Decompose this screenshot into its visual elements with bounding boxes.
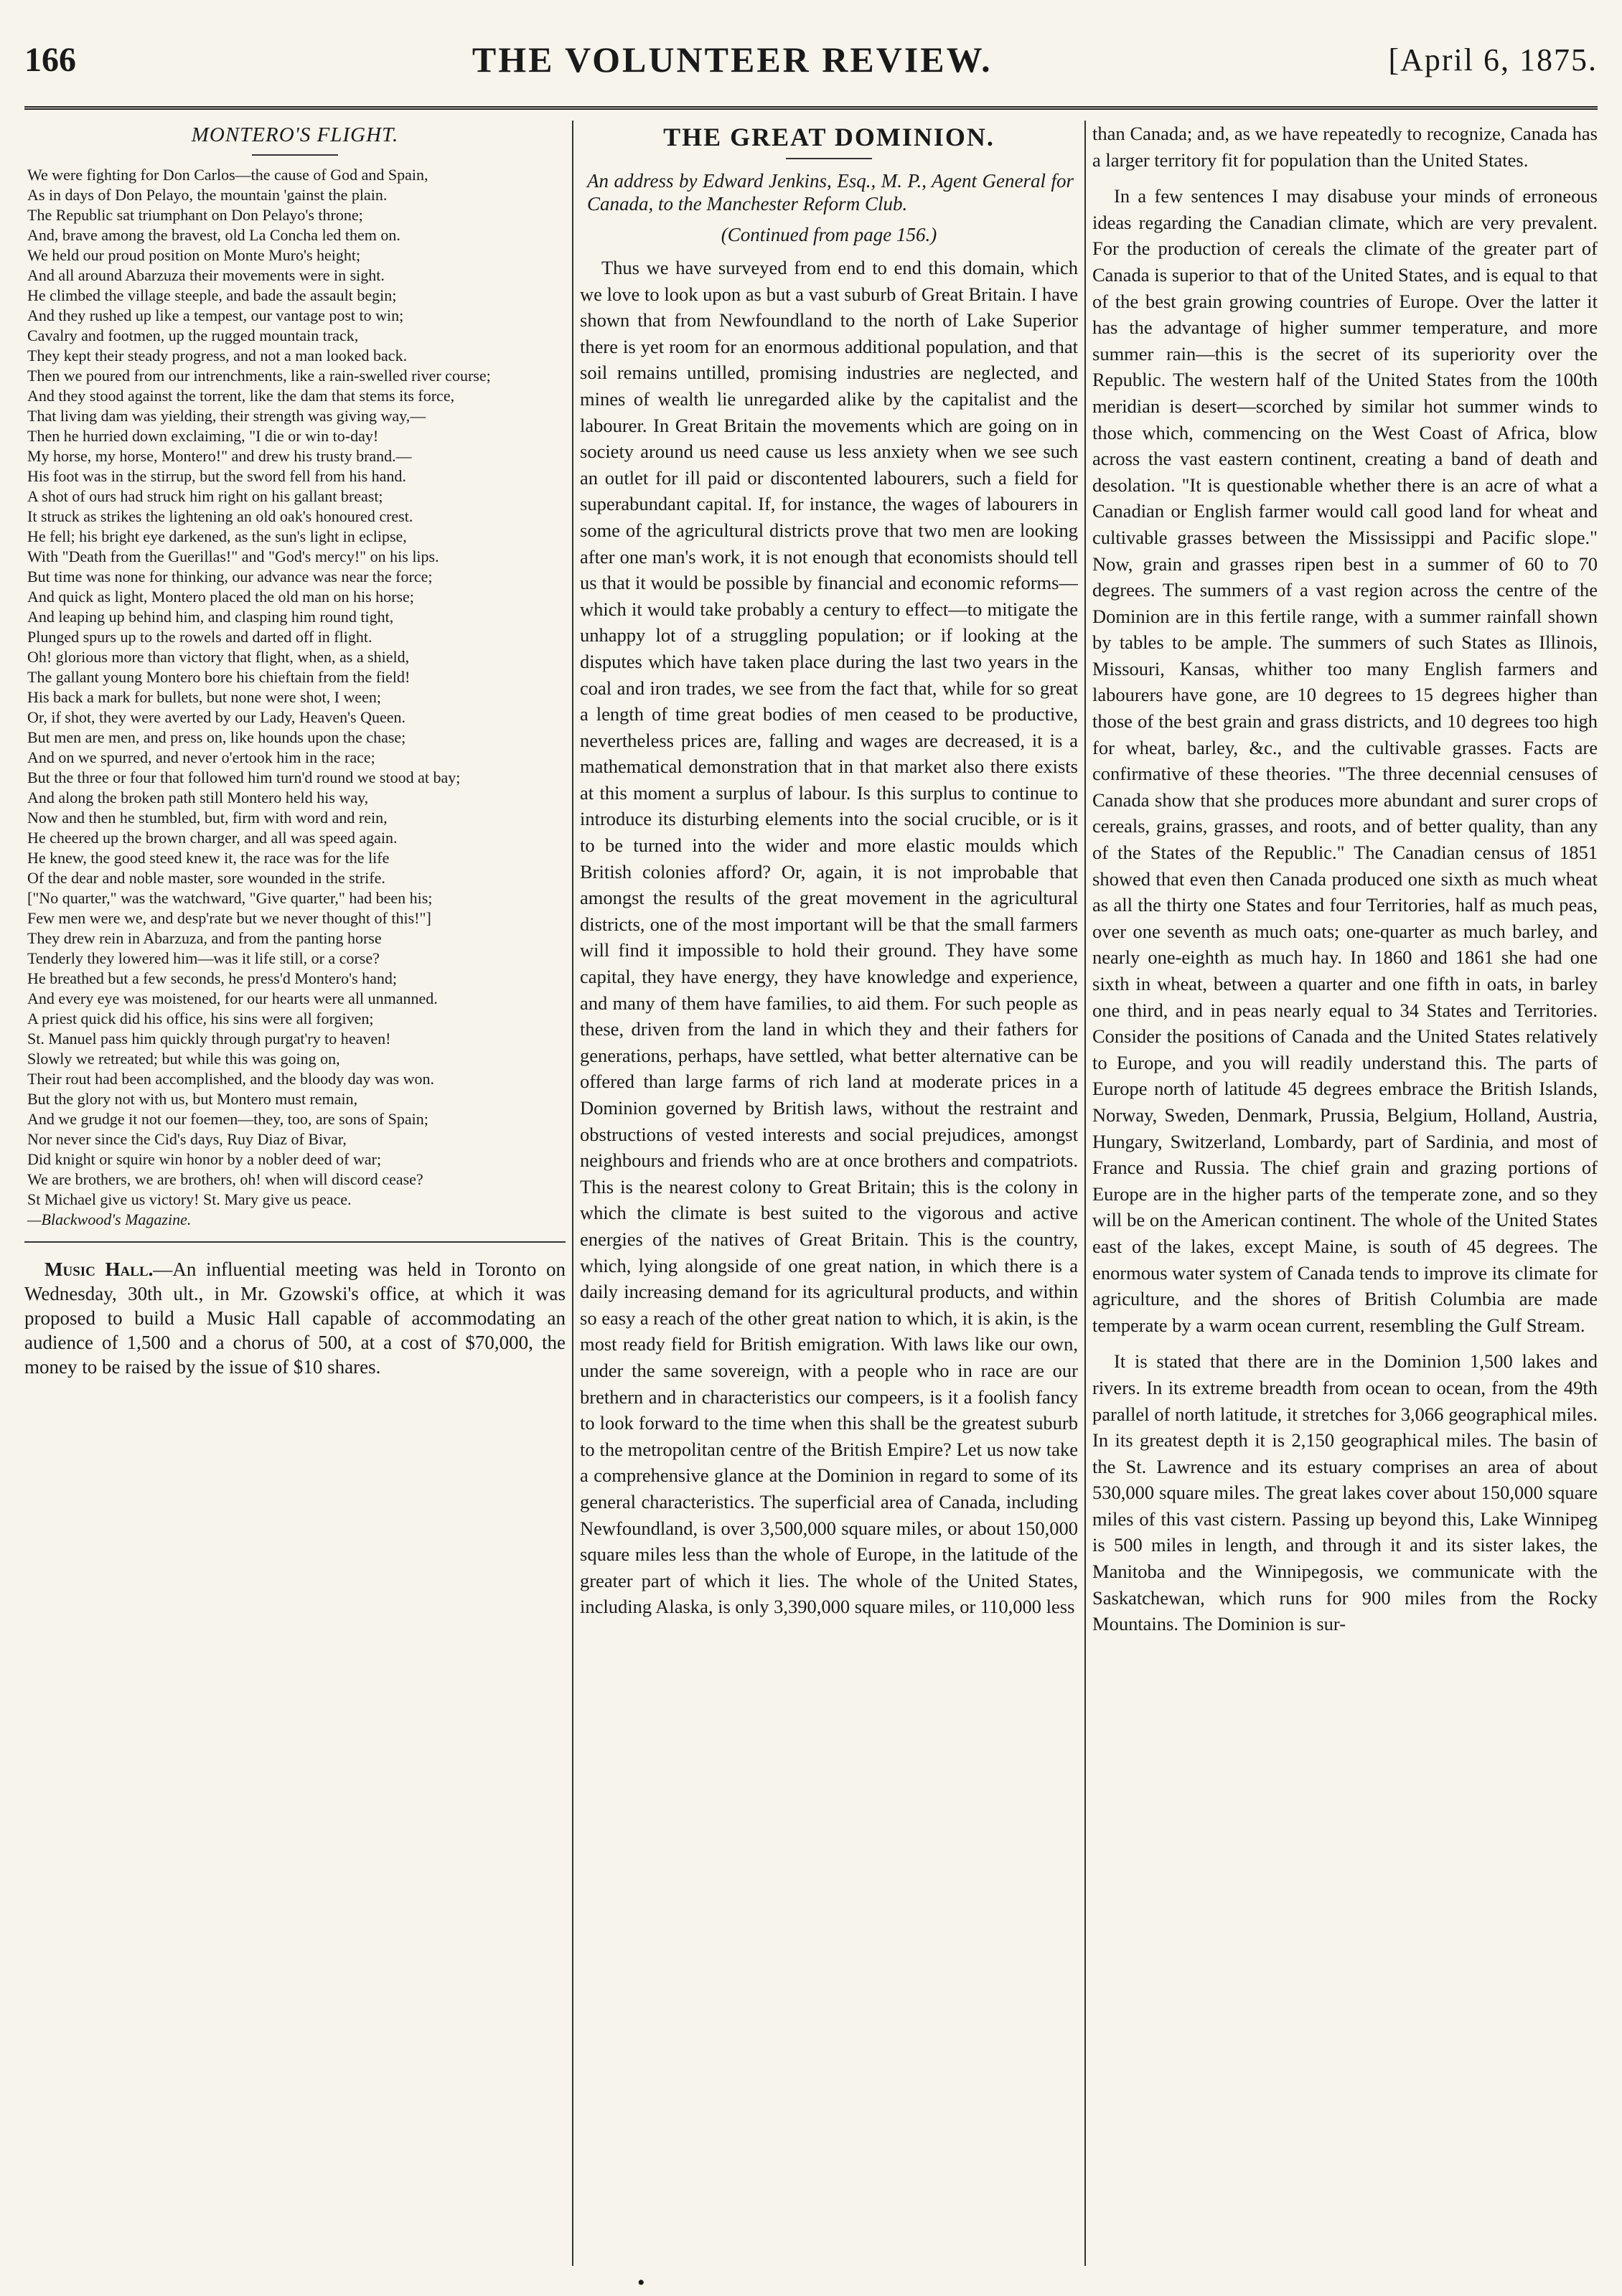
poem-line: Their rout had been accomplished, and the bloody day was won. bbox=[27, 1070, 434, 1088]
poem-line: Then he hurried down exclaiming, "I die or win to-day! bbox=[27, 427, 379, 445]
poem-line: Nor never since the Cid's days, Ruy Diaz of Bivar, bbox=[27, 1130, 347, 1148]
poem-line: That living dam was yielding, their strength was giving way,— bbox=[27, 407, 426, 425]
poem-line: They kept their steady progress, and not a man looked back. bbox=[27, 347, 408, 364]
article-body-2 bbox=[1092, 121, 1598, 1637]
poem-line: He climbed the village steeple, and bade the assault begin; bbox=[27, 286, 397, 304]
poem-line: Few men were we, and desp'rate but we never thought of this!"] bbox=[27, 909, 431, 927]
poem-line: St Michael give us victory! St. Mary give us peace. bbox=[27, 1190, 352, 1208]
music-hall-notice bbox=[24, 1257, 566, 1379]
poem-line: And on we spurred, and never o'ertook him in the race; bbox=[27, 748, 375, 766]
poem-line: But time was none for thinking, our advance was near the force; bbox=[27, 568, 433, 585]
column-rule bbox=[1084, 121, 1086, 2266]
poem-line: They drew rein in Abarzuza, and from the panting horse bbox=[27, 929, 382, 947]
notice-lead: Music Hall. bbox=[44, 1258, 154, 1280]
article-subtitle: An address by Edward Jenkins, Esq., M. P., Agent General for Canada, to the Manchester Reform Club. bbox=[587, 170, 1074, 215]
column-article-1 bbox=[580, 121, 1078, 2266]
poem-line: We held our proud position on Monte Muro's height; bbox=[27, 246, 361, 264]
poem-line: With "Death from the Guerillas!" and "God's mercy!" on his lips. bbox=[27, 547, 439, 565]
page-number: 166 bbox=[24, 40, 76, 79]
poem-line: And we grudge it not our foemen—they, too, are sons of Spain; bbox=[27, 1110, 428, 1128]
column-article-2 bbox=[1092, 121, 1598, 2266]
poem-line: Then we poured from our intrenchments, like a rain-swelled river course; bbox=[27, 367, 491, 385]
article-paragraph: than Canada; and, as we have repeatedly to recognize, Canada has a larger territory fit for population than the United States. bbox=[1092, 123, 1598, 171]
poem-line: And along the broken path still Montero held his way, bbox=[27, 789, 369, 806]
notice-text: —An influential meeting was held in Toronto on Wednesday, 30th ult., in Mr. Gzowski's office, at which it was proposed to build a Music Hall capable of accommodating an audience of 1,500 and a chorus of 500, at a cost of $70,000, the money to be raised by the issue of $10 shares. bbox=[24, 1258, 566, 1378]
page-header bbox=[24, 13, 1598, 110]
paragraph-gap bbox=[1092, 1338, 1598, 1348]
poem-title: MONTERO'S FLIGHT. bbox=[191, 123, 399, 146]
poem-line: Slowly we retreated; but while this was going on, bbox=[27, 1050, 340, 1068]
poem-line: And every eye was moistened, for our hearts were all unmanned. bbox=[27, 989, 438, 1007]
article-paragraph: Thus we have surveyed from end to end this domain, which we love to look upon as but a vast suburb of Great Britain. I have shown that from Newfoundland to the north of Lake Superior there is yet room for an enormous additional population, and that soil remains untilled, promising industries are neglected, and mines of wealth lie unregarded alike by the capitalist and the labourer. In Great Britain the movements which are going on in society around us need cause us less anxiety when we see such an outlet for ill paid or discontented labourers, such a field for superabundant capital. If, for instance, the wages of labourers in some of the agricultural districts prove that two men are looking after one man's work, it is not enough that economists should tell us that it would be possible by financial and economic reforms—which it would take probably a century to effect—to mitigate the unhappy lot of a struggling population; or if looking at the disputes which have taken place during the last two years in the coal and iron trades, we see from the fact that, while for so great a length of time great bodies of men ceased to be productive, nevertheless prices are, falling and wages are decreased, it is a mathematical demonstration that in that market also there exists at this moment a surplus of labour. Is this surplus to continue to introduce its disturbing elements into the social crucible, or is it to be turned into the wider and more elastic moulds which British colonies afford? Or, again, it is not improbable that amongst the results of the great movement in the agricultural districts, one of the most important will be that the small farmers will find it impossible to hold their ground. They have some capital, they have energy, they have knowledge and experience, and many of them have families, to aid them. For such people as these, driven from the land in which they and their fathers for generations, perhaps, have settled, what better alternative can be offered than large farms of rich land at moderate prices in a Dominion governed by British laws, without the restraint and obstructions of vested interests and social prejudices, amongst neighbours and friends who are at once brothers and compatriots. This is the nearest colony to Great Britain; this is the colony in which the climate is best suited to the vigorous and active energies of the natives of Great Britain. This is the country, which, lying alongside of one great nation, in which there is a daily increasing demand for its agricultural products, and within so easy a reach of the other great nation to which, it is akin, is the most ready field for British emigration. With laws like our own, under the same sovereign, with a people who in race are our brethern and in characteristics our compeers, is it a foolish fancy to look forward to the time when this shall be the greatest suburb to the metropolitan centre of the British Empire? Let us now take a comprehensive glance at the Dominion in regard to some of its general characteristics. The superficial area of Canada, including Newfoundland, is over 3,500,000 square miles, or about 150,000 square miles less than the whole of Europe, in the latitude of the greater part of which it lies. The whole of the United States, including Alaska, is only 3,390,000 square miles, or 110,000 less bbox=[580, 257, 1078, 1618]
article-body-1 bbox=[580, 255, 1078, 1620]
poem-line: A priest quick did his office, his sins were all forgiven; bbox=[27, 1010, 374, 1027]
poem-line: St. Manuel pass him quickly through purgat'ry to heaven! bbox=[27, 1030, 391, 1048]
poem-line: Plunged spurs up to the rowels and darted off in flight. bbox=[27, 628, 372, 646]
title-rule bbox=[252, 154, 338, 156]
poem-line: Or, if shot, they were averted by our Lady, Heaven's Queen. bbox=[27, 708, 406, 726]
poem-line: Cavalry and footmen, up the rugged mountain track, bbox=[27, 326, 359, 344]
poem-line: It struck as strikes the lightening an old oak's honoured crest. bbox=[27, 507, 413, 525]
poem-line: The Republic sat triumphant on Don Pelayo's throne; bbox=[27, 206, 363, 224]
poem-line: And they rushed up like a tempest, our vantage post to win; bbox=[27, 306, 404, 324]
poem-attribution: —Blackwood's Magazine. bbox=[27, 1210, 192, 1228]
article-title: THE GREAT DOMINION. bbox=[663, 123, 995, 151]
poem-line: ["No quarter," was the watchward, "Give quarter," had been his; bbox=[27, 889, 433, 907]
article-paragraph: It is stated that there are in the Dominion 1,500 lakes and rivers. In its extreme breadth from ocean to ocean, from the 49th parallel of north latitude, it stretches for 3,066 geographical miles. In its greatest depth it is 2,150 geographical miles. The basin of the St. Lawrence and its estuary comprises an area of about 530,000 square miles. The great lakes cover about 150,000 square miles of this vast cistern. Passing up beyond this, Lake Winnipeg is 500 miles in length, and through it and its sister lakes, the Manitoba and the Winnipegosis, we communicate with the Saskatchewan, which runs for 900 miles from the Rocky Mountains. The Dominion is sur- bbox=[1092, 1350, 1598, 1635]
poem-line: He breathed but a few seconds, he press'd Montero's hand; bbox=[27, 969, 398, 987]
poem-line: And leaping up behind him, and clasping him round tight, bbox=[27, 608, 394, 626]
poem-line: A shot of ours had struck him right on his gallant breast; bbox=[27, 487, 383, 505]
poem-line: As in days of Don Pelayo, the mountain 'gainst the plain. bbox=[27, 186, 388, 204]
poem-line: We are brothers, we are brothers, oh! when will discord cease? bbox=[27, 1170, 423, 1188]
poem-line: And all around Abarzuza their movements were in sight. bbox=[27, 266, 385, 284]
print-mark: • bbox=[637, 2271, 645, 2295]
issue-date: [April 6, 1875. bbox=[1388, 42, 1598, 77]
poem-line: The gallant young Montero bore his chieftain from the field! bbox=[27, 668, 411, 686]
column-poem bbox=[24, 121, 566, 2266]
poem-line: Now and then he stumbled, but, firm with word and rein, bbox=[27, 809, 388, 827]
poem-line: Tenderly they lowered him—was it life still, or a corse? bbox=[27, 949, 380, 967]
poem-line: He knew, the good steed knew it, the race was for the life bbox=[27, 849, 390, 867]
poem-line: But men are men, and press on, like hounds upon the chase; bbox=[27, 728, 406, 746]
poem-line: He cheered up the brown charger, and all was speed again. bbox=[27, 829, 398, 847]
poem-line: But the three or four that followed him turn'd round we stood at bay; bbox=[27, 768, 461, 786]
publication-title: THE VOLUNTEER REVIEW. bbox=[472, 39, 993, 80]
paragraph-gap bbox=[1092, 173, 1598, 183]
poem-line: Oh! glorious more than victory that flight, when, as a shield, bbox=[27, 648, 410, 666]
poem-line: Of the dear and noble master, sore wounded in the strife. bbox=[27, 869, 385, 887]
poem-line: We were fighting for Don Carlos—the cause of God and Spain, bbox=[27, 166, 428, 184]
article-paragraph: In a few sentences I may disabuse your minds of erroneous ideas regarding the Canadian climate, which are very prevalent. For the production of cereals the climate of the greater part of Canada is superior to that of the United States, and is equal to that of the best grain growing countries of Europe. Over the latter it has the advantage of higher summer temperature, and more summer rain—this is the secret of its superiority over the Republic. The western half of the United States from the 100th meridian is desert—scorched by similar hot summer winds to those which, commencing on the West Coast of Africa, blow across the vast eastern continent, creating a band of death and desolation. "It is questionable whether there is an acre of what a Canadian or English farmer would call good land for wheat and cultivable grasses between the Mississippi and Pacific slope." Now, grain and grasses ripen best in a summer of 60 to 70 degrees. The summers of a vast region across the centre of the Dominion are in this fertile range, with a summer rainfall shown by tables to be ample. The summers of such States as Illinois, Missouri, Kansas, whither too many English farmers and labourers have gone, are 10 degrees to 15 degrees higher than those of the best grain and grass districts, and 10 degrees too high for wheat, barley, &c., and the cultivable grasses. Facts are confirmative of these theories. "The three decennial censuses of Canada show that she produces more abundant and surer crops of cereals, grains, grasses, and roots, and of better quality, than any of the States of the Republic." The Canadian census of 1851 showed that even then Canada produced one sixth as much wheat as all the thirty one States and four Territories, half as much peas, over one seventh as much oats; one-quarter as much barley, and nearly one-eighth as much hay. In 1860 and 1861 she had one sixth in wheat, between a quarter and one fifth in oats, in barley one third, and in peas nearly equal to 34 States and Territories. Consider the positions of Canada and the United States relatively to Europe, and you will readily understand this. The parts of Europe north of latitude 45 degrees embrace the British Islands, Norway, Sweden, Denmark, Prussia, Belgium, Holland, Austria, Hungary, Switzerland, Lombardy, part of Sardinia, and most of France and Russia. The chief grain and grazing portions of Europe are in the higher parts of the temperate zone, and so they will be on the American continent. The whole of the United States east of the lakes, except Maine, is south of 45 degrees. The enormous water system of Canada tends to improve its climate for agriculture, and the shores of British Columbia are made temperate by a warm ocean current, resembling the Gulf Stream. bbox=[1092, 185, 1598, 1336]
poem-line: My horse, my horse, Montero!" and drew his trusty brand.— bbox=[27, 447, 412, 465]
poem-line: He fell; his bright eye darkened, as the sun's light in eclipse, bbox=[27, 527, 407, 545]
poem-line: And, brave among the bravest, old La Concha led them on. bbox=[27, 226, 400, 244]
title-rule bbox=[786, 158, 872, 159]
poem-line: Did knight or squire win honor by a nobler deed of war; bbox=[27, 1150, 382, 1168]
poem-line: But the glory not with us, but Montero must remain, bbox=[27, 1090, 358, 1108]
continued-note: (Continued from page 156.) bbox=[721, 224, 937, 245]
section-separator bbox=[24, 1241, 566, 1243]
poem-line: And quick as light, Montero placed the old man on his horse; bbox=[27, 588, 414, 606]
poem-verse bbox=[24, 166, 566, 1228]
poem-line: His foot was in the stirrup, but the sword fell from his hand. bbox=[27, 467, 406, 485]
poem-line: And they stood against the torrent, like the dam that stems its force, bbox=[27, 387, 455, 405]
poem-line: His back a mark for bullets, but none were shot, I ween; bbox=[27, 688, 382, 706]
column-rule bbox=[572, 121, 573, 2266]
